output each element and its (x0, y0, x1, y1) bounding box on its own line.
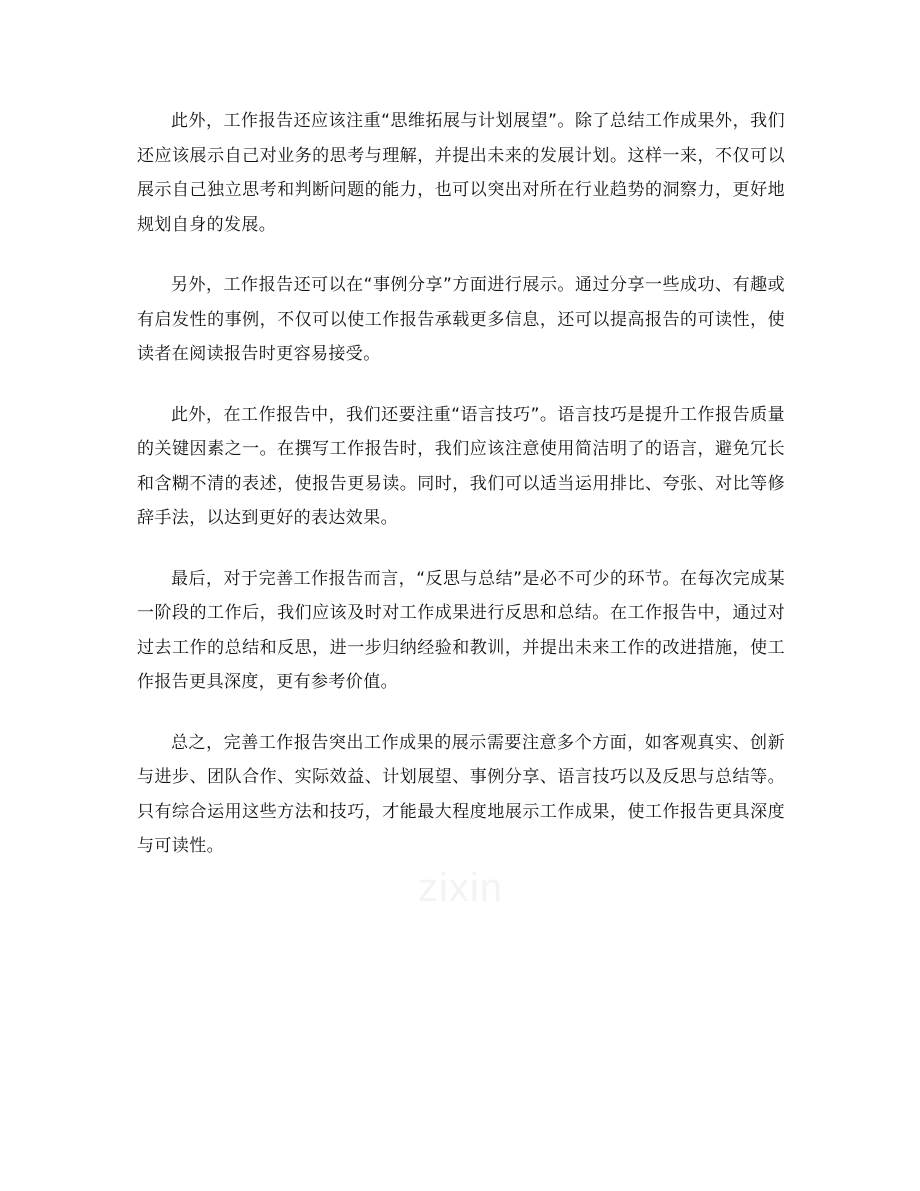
watermark-logo: zixin (418, 866, 504, 910)
document-body (137, 104, 785, 890)
paragraph-thinking-planning: 此外，工作报告还应该注重“思维拓展与计划展望”。除了总结工作成果外，我们还应该展示自己对业务的思考与理解，并提出未来的发展计划。这样一来，不仅可以展示自己独立思考和判断问题的能力，也可以突出对所在行业趋势的洞察力，更好地规划自身的发展。 (137, 111, 785, 235)
paragraph-conclusion: 总之，完善工作报告突出工作成果的展示需要注意多个方面，如客观真实、创新与进步、团队合作、实际效益、计划展望、事例分享、语言技巧以及反思与总结等。只有综合运用这些方法和技巧，才能最大程度地展示工作成果，使工作报告更具深度与可读性。 (137, 732, 785, 856)
paragraph-language-skills: 此外，在工作报告中，我们还要注重“语言技巧”。语言技巧是提升工作报告质量的关键因素之一。在撰写工作报告时，我们应该注意使用简洁明了的语言，避免冗长和含糊不清的表述，使报告更易读。同时，我们可以适当运用排比、夸张、对比等修辞手法，以达到更好的表达效果。 (137, 404, 785, 528)
paragraph-case-sharing: 另外，工作报告还可以在“事例分享”方面进行展示。通过分享一些成功、有趣或有启发性的事例，不仅可以使工作报告承载更多信息，还可以提高报告的可读性，使读者在阅读报告时更容易接受。 (137, 275, 785, 364)
paragraph-reflection-summary: 最后，对于完善工作报告而言，“反思与总结”是必不可少的环节。在每次完成某一阶段的工作后，我们应该及时对工作成果进行反思和总结。在工作报告中，通过对过去工作的总结和反思，进一步归纳经验和教训，并提出未来工作的改进措施，使工作报告更具深度，更有参考价值。 (137, 568, 785, 692)
